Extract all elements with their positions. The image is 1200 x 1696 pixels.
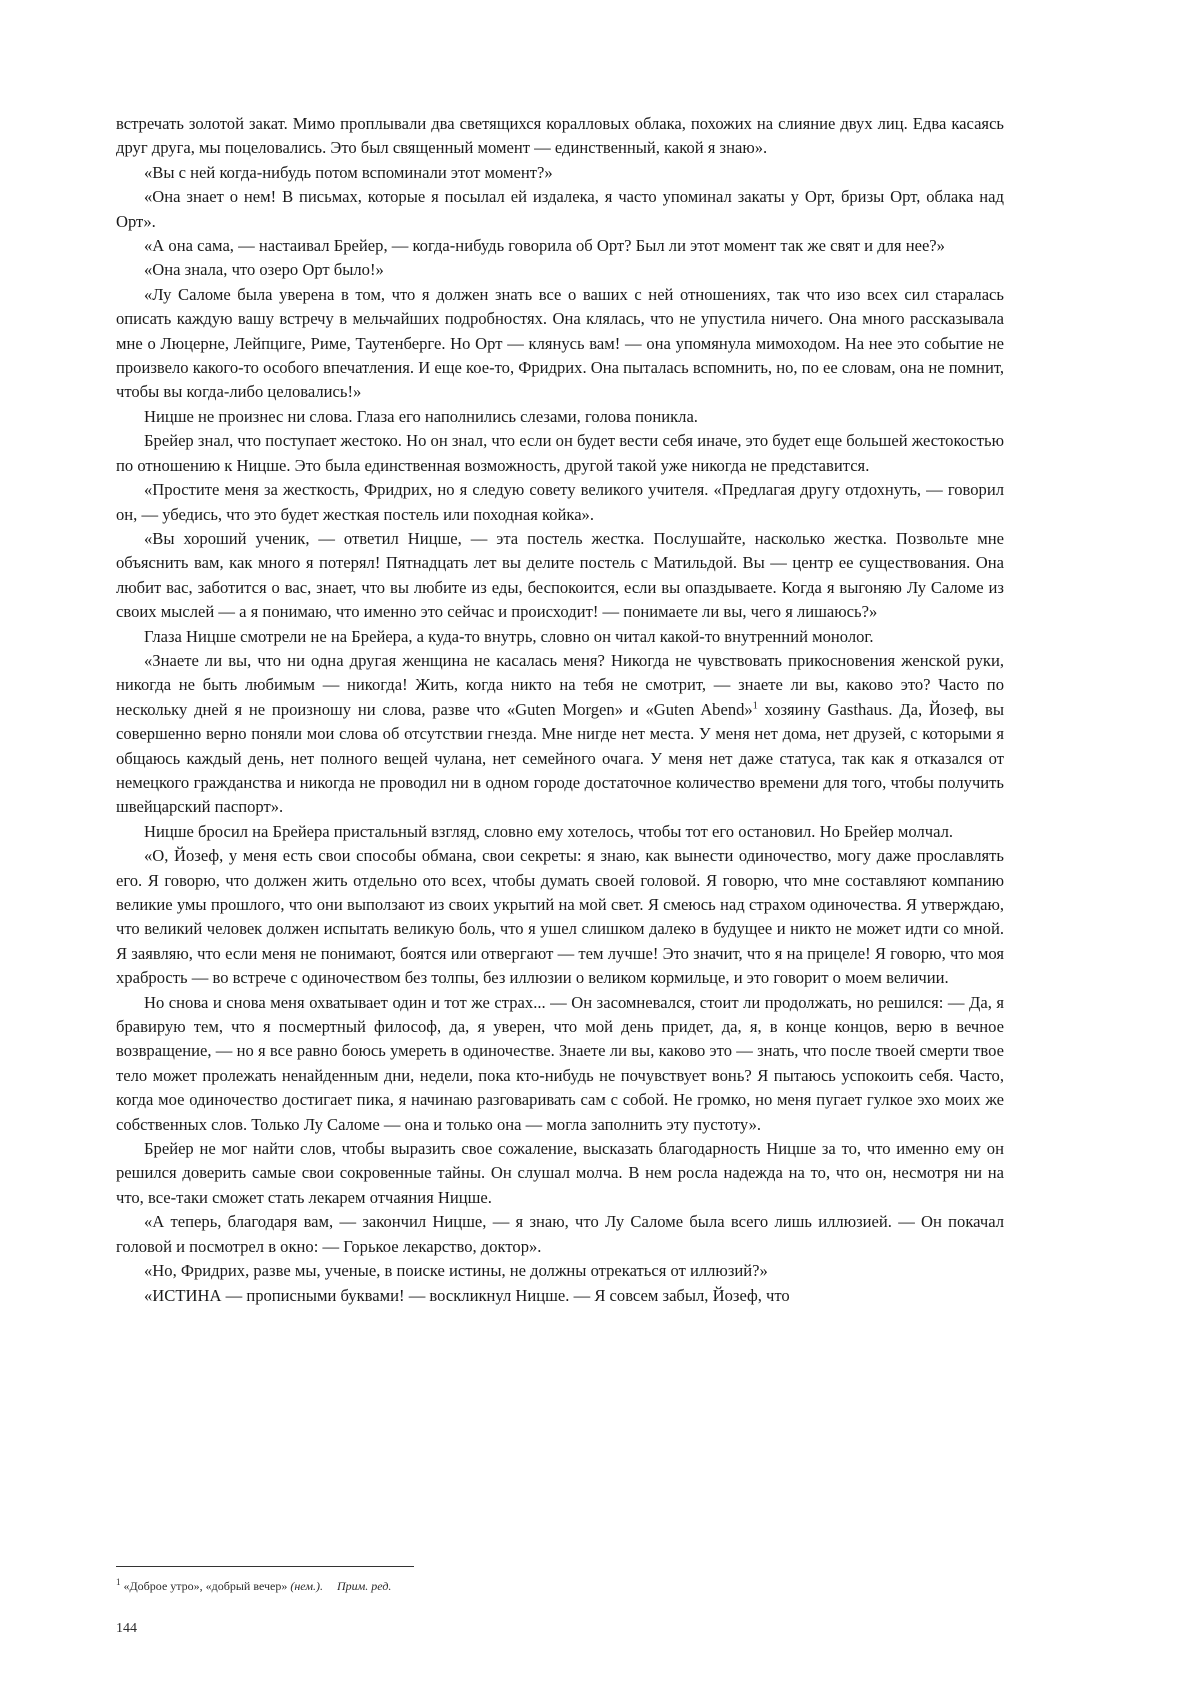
footnote-divider [116,1566,414,1567]
footnote-editor-note: Прим. ред. [336,1579,392,1593]
footnote-number: 1 [116,1577,121,1587]
paragraph: «А теперь, благодаря вам, — закончил Ницше, — я знаю, что Лу Саломе была всего лишь иллюзией. — Он покачал головой и посмотрел в окно: — Горькое лекарство, доктор». [116,1212,1004,1256]
paragraph: «Но, Фридрих, разве мы, ученые, в поиске истины, не должны отрекаться от иллюзий?» [144,1261,768,1281]
footnote-text: «Доброе утро», «добрый вечер» [123,1579,288,1593]
footnote-language: (нем.). [290,1579,323,1593]
book-page-body [116,112,1004,1308]
paragraph: «Она знала, что озеро Орт было!» [144,260,384,280]
paragraph-text-continued: хозяину Gasthaus. Да, Йозеф, вы совершенно верно поняли мои слова об отсутствии гнезда. Мне нигде нет места. У меня нет дома, нет друзей, с которыми я общаюсь каждый день, нет полного вещей чулана, нет семейного очага. У меня нет даже статуса, так как я отказался от немецкого гражданства и никогда не проводил ни в одном городе достаточное количество времени для того, чтобы получить швейцарский паспорт». [116,699,1004,817]
paragraph: «Она знает о нем! В письмах, которые я посылал ей издалека, я часто упоминал закаты у Орт, бризы Орт, облака над Орт». [116,187,1004,231]
paragraph: «Простите меня за жесткость, Фридрих, но я следую совету великого учителя. «Предлагая другу отдохнуть, — говорил он, — убедись, что это будет жесткая постель или походная койка». [116,480,1004,524]
paragraph: «Лу Саломе была уверена в том, что я должен знать все о ваших с ней отношениях, так что изо всех сил старалась описать каждую вашу встречу в мельчайших подробностях. Она клялась, что не упустила ничего. Она много рассказывала мне о Люцерне, Лейпциге, Риме, Таутенберге. Но Орт — клянусь вам! — она упомянула мимоходом. На нее это событие не произвело какого-то особого впечатления. И еще кое-то, Фридрих. Она пыталась вспомнить, но, по ее словам, она не помнит, чтобы вы когда-либо целовались!» [116,284,1004,402]
paragraph: Брейер не мог найти слов, чтобы выразить свое сожаление, высказать благодарность Ницше за то, что именно ему он решился доверить самые свои сокровенные тайны. Он слушал молча. В нем росла надежда на то, что он, несмотря ни на что, все-таки сможет стать лекарем отчаяния Ницше. [116,1139,1004,1207]
paragraph: «Вы хороший ученик, — ответил Ницше, — эта постель жестка. Послушайте, насколько жестка. Позвольте мне объяснить вам, как много я потерял! Пятнадцать лет вы делите постель с Матильдой. Вы — центр ее существования. Она любит вас, заботится о вас, знает, что вы любите из еды, беспокоится, если вы опаздываете. Когда я выгоняю Лу Саломе из своих мыслей — а я понимаю, что именно это сейчас и происходит! — понимаете ли вы, чего я лишаюсь?» [116,528,1004,622]
paragraph: Глаза Ницше смотрели не на Брейера, а куда-то внутрь, словно он читал какой-то внутренний монолог. [144,626,874,646]
paragraph: встречать золотой закат. Мимо проплывали два светящихся коралловых облака, похожих на слияние двух лиц. Едва касаясь друг друга, мы поцеловались. Это был священный момент — единственный, какой я знаю». [116,114,1004,158]
paragraph: «А она сама, — настаивал Брейер, — когда-нибудь говорила об Орт? Был ли этот момент так же свят и для нее?» [144,236,945,256]
paragraph: «ИСТИНА — прописными буквами! — воскликнул Ницше. — Я совсем забыл, Йозеф, что [144,1285,790,1305]
footnote [116,1574,391,1594]
paragraph: Брейер знал, что поступает жестоко. Но он знал, что если он будет вести себя иначе, это будет еще большей жестокостью по отношению к Ницше. Это была единственная возможность, другой такой уже никогда не представится. [116,431,1004,475]
paragraph-with-footnote [116,649,1004,820]
page-number: 144 [116,1621,137,1636]
paragraph: «Вы с ней когда-нибудь потом вспоминали этот момент?» [144,162,553,182]
paragraph: Но снова и снова меня охватывает один и тот же страх... — Он засомневался, стоит ли продолжать, но решился: — Да, я бравирую тем, что я посмертный философ, да, я уверен, что мой день придет, да, я, в конце концов, верю в вечное возвращение, — но я все равно боюсь умереть в одиночестве. Знаете ли вы, каково это — знать, что после твоей смерти твое тело может пролежать ненайденным дни, недели, пока кто-нибудь не почувствует вонь? Я пытаюсь успокоить себя. Часто, когда мое одиночество достигает пика, я начинаю разговаривать сам с собой. Не громко, но меня пугает гулкое эхо моих же собственных слов. Только Лу Саломе — она и только она — могла заполнить эту пустоту». [116,992,1004,1134]
paragraph: Ницше бросил на Брейера пристальный взгляд, словно ему хотелось, чтобы тот его остановил. Но Брейер молчал. [144,821,954,841]
paragraph-text: «Знаете ли вы, что ни одна другая женщина не касалась меня? Никогда не чувствовать прикосновения женской руки, никогда не быть любимым — никогда! Жить, когда никто на тебя не смотрит, — знаете ли вы, каково это? Часто по нескольку дней я не произношу ни слова, разве что «Guten Morgen» и «Guten Abend» [116,650,1004,719]
footnote-reference: 1 [752,700,758,712]
paragraph: «О, Йозеф, у меня есть свои способы обмана, свои секреты: я знаю, как вынести одиночество, могу даже прославлять его. Я говорю, что должен жить отдельно ото всех, чтобы думать своей головой. Я говорю, что мне составляют компанию великие умы прошлого, что они выползают из своих укрытий на мой свет. Я смеюсь над страхом одиночества. Я утверждаю, что великий человек должен испытать великую боль, что я ушел слишком далеко в будущее и никто не может идти со мной. Я заявляю, что если меня не понимают, боятся или отвергают — тем лучше! Это значит, что я на прицеле! Я говорю, что моя храбрость — во встрече с одиночеством без толпы, без иллюзии о великом кормильце, и это говорит о моем величии. [116,846,1004,988]
paragraph: Ницше не произнес ни слова. Глаза его наполнились слезами, голова поникла. [144,406,698,426]
